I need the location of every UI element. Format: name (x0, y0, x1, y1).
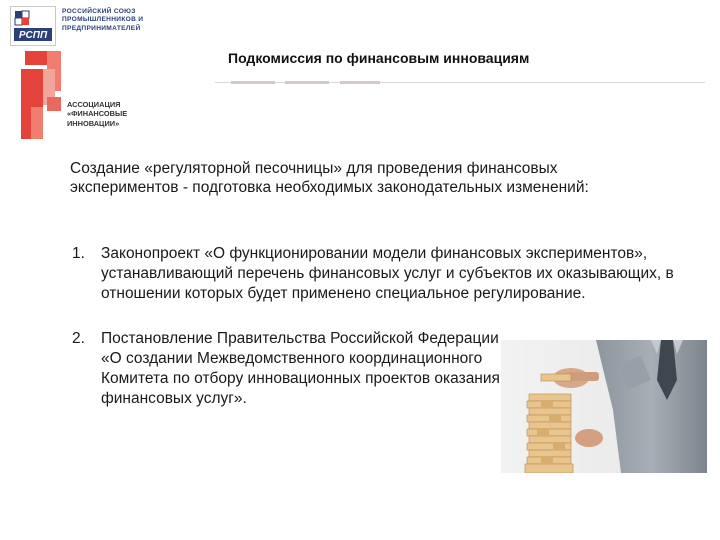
title-underline (215, 81, 715, 84)
slide-title: Подкомиссия по финансовым инновациям (228, 50, 530, 66)
list-item (72, 329, 501, 409)
rspp-logo-text: РОССИЙСКИЙ СОЮЗ ПРОМЫШЛЕННИКОВ И ПРЕДПРИНИМАТЕЛЕЙ (62, 8, 144, 32)
jenga-tower-photo (501, 340, 707, 473)
association-logo-icon (17, 47, 63, 140)
list-item-number: 2. (72, 330, 85, 347)
rspp-logo-icon (10, 6, 56, 46)
list-item-number: 1. (72, 245, 85, 262)
list-item-text: Законопроект «О функционировании модели финансовых экспериментов», устанавливающий перечень финансовых услуг и субъектов их оказывающих, в отношении которых будет применено специальное регулирование. (101, 245, 674, 302)
list-item (72, 244, 691, 304)
rspp-logo (10, 6, 144, 46)
svg-text:РСПП: РСПП (18, 30, 48, 41)
list-item-text: Постановление Правительства Российской Федерации «О создании Межведомственного координационного Комитета по отбору инновационных проектов оказания финансовых услуг». (101, 330, 500, 407)
intro-paragraph: Создание «регуляторной песочницы» для проведения финансовых экспериментов - подготовка необходимых законодательных изменений: (70, 160, 589, 196)
association-name: АССОЦИАЦИЯ «ФИНАНСОВЫЕ ИННОВАЦИИ» (67, 100, 128, 128)
